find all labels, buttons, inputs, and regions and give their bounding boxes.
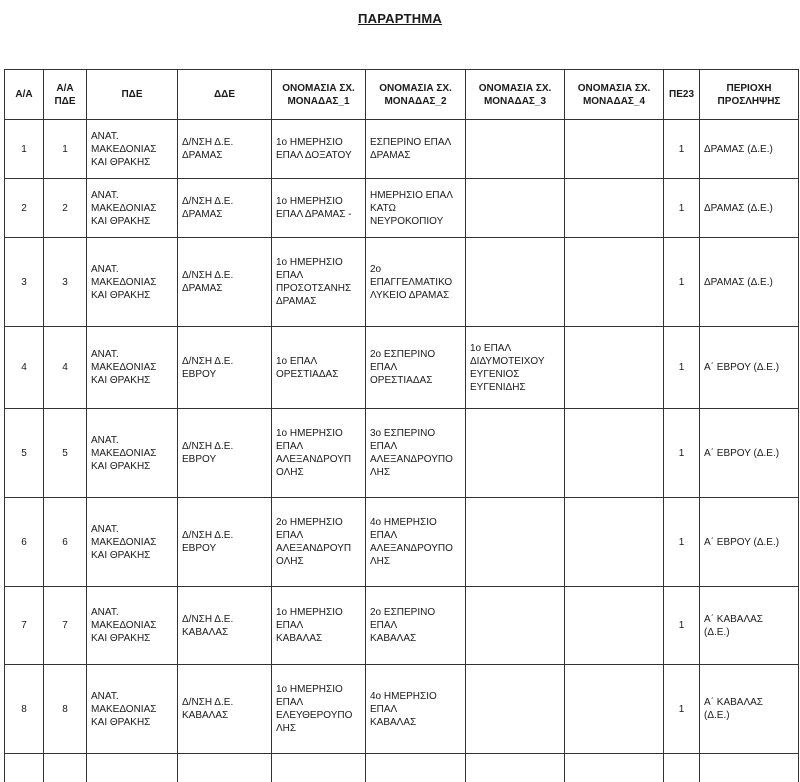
cell-school-4 — [565, 754, 664, 782]
table-row — [5, 754, 799, 782]
table-header-row — [5, 70, 799, 120]
cell-school-3 — [466, 754, 565, 782]
cell-school-1: 1ο ΗΜΕΡΗΣΙΟ ΕΠΑΛ ΠΡΟΣΟΤΣΑΝΗΣ ΔΡΑΜΑΣ — [272, 238, 366, 327]
cell-school-1: 1ο ΗΜΕΡΗΣΙΟ ΕΠΑΛ ΔΟΞΑΤΟΥ — [272, 120, 366, 179]
cell-region: Α΄ ΚΑΒΑΛΑΣ (Δ.Ε.) — [700, 587, 799, 665]
cell-region: Α΄ ΚΑΒΑΛΑΣ (Δ.Ε.) — [700, 665, 799, 754]
cell-aa: 2 — [5, 179, 44, 238]
cell-dde — [178, 754, 272, 782]
cell-school-3 — [466, 498, 565, 587]
cell-aa — [5, 754, 44, 782]
cell-region: ΔΡΑΜΑΣ (Δ.Ε.) — [700, 120, 799, 179]
cell-aa: 1 — [5, 120, 44, 179]
cell-school-2: 4ο ΗΜΕΡΗΣΙΟ ΕΠΑΛ ΑΛΕΞΑΝΔΡΟΥΠΟ ΛΗΣ — [366, 498, 466, 587]
cell-pde: ΑΝΑΤ. ΜΑΚΕΔΟΝΙΑΣ ΚΑΙ ΘΡΑΚΗΣ — [87, 587, 178, 665]
cell-dde: Δ/ΝΣΗ Δ.Ε. ΕΒΡΟΥ — [178, 498, 272, 587]
cell-school-1: 1ο ΕΠΑΛ ΟΡΕΣΤΙΑΔΑΣ — [272, 327, 366, 409]
cell-region: ΔΡΑΜΑΣ (Δ.Ε.) — [700, 179, 799, 238]
cell-pe23: 1 — [664, 665, 700, 754]
cell-pde: ΑΝΑΤ. ΜΑΚΕΔΟΝΙΑΣ ΚΑΙ ΘΡΑΚΗΣ — [87, 665, 178, 754]
cell-school-4 — [565, 120, 664, 179]
cell-school-4 — [565, 665, 664, 754]
cell-pde: ΑΝΑΤ. ΜΑΚΕΔΟΝΙΑΣ ΚΑΙ ΘΡΑΚΗΣ — [87, 409, 178, 498]
cell-pe23: 1 — [664, 498, 700, 587]
cell-aa: 3 — [5, 238, 44, 327]
cell-school-2: 2ο ΕΠΑΓΓΕΛΜΑΤΙΚΟ ΛΥΚΕΙΟ ΔΡΑΜΑΣ — [366, 238, 466, 327]
cell-dde: Δ/ΝΣΗ Δ.Ε. ΚΑΒΑΛΑΣ — [178, 665, 272, 754]
cell-aa-pde: 4 — [44, 327, 87, 409]
cell-pe23: 1 — [664, 238, 700, 327]
cell-pde: ΑΝΑΤ. ΜΑΚΕΔΟΝΙΑΣ ΚΑΙ ΘΡΑΚΗΣ — [87, 327, 178, 409]
cell-school-1: 1ο ΗΜΕΡΗΣΙΟ ΕΠΑΛ ΑΛΕΞΑΝΔΡΟΥΠ ΟΛΗΣ — [272, 409, 366, 498]
cell-pde: ΑΝΑΤ. ΜΑΚΕΔΟΝΙΑΣ ΚΑΙ ΘΡΑΚΗΣ — [87, 120, 178, 179]
cell-school-4 — [565, 179, 664, 238]
cell-school-1: 1ο ΗΜΕΡΗΣΙΟ ΕΠΑΛ ΚΑΒΑΛΑΣ — [272, 587, 366, 665]
cell-school-3 — [466, 665, 565, 754]
cell-region: Α΄ ΕΒΡΟΥ (Δ.Ε.) — [700, 498, 799, 587]
table-row — [5, 665, 799, 754]
cell-pe23: 1 — [664, 179, 700, 238]
cell-school-3 — [466, 409, 565, 498]
cell-aa-pde: 3 — [44, 238, 87, 327]
table-row — [5, 327, 799, 409]
table-row — [5, 120, 799, 179]
appendix-table — [4, 69, 799, 782]
cell-region: ΔΡΑΜΑΣ (Δ.Ε.) — [700, 238, 799, 327]
cell-pde: ΑΝΑΤ. ΜΑΚΕΔΟΝΙΑΣ ΚΑΙ ΘΡΑΚΗΣ — [87, 498, 178, 587]
cell-aa-pde: 5 — [44, 409, 87, 498]
cell-aa-pde: 8 — [44, 665, 87, 754]
cell-pe23: 1 — [664, 587, 700, 665]
cell-school-2: 2ο ΕΣΠΕΡΙΝΟ ΕΠΑΛ ΟΡΕΣΤΙΑΔΑΣ — [366, 327, 466, 409]
cell-aa-pde: 6 — [44, 498, 87, 587]
cell-aa-pde: 2 — [44, 179, 87, 238]
cell-region: Α΄ ΕΒΡΟΥ (Δ.Ε.) — [700, 327, 799, 409]
table-row — [5, 498, 799, 587]
cell-school-3 — [466, 179, 565, 238]
cell-school-2: 2ο ΕΣΠΕΡΙΝΟ ΕΠΑΛ ΚΑΒΑΛΑΣ — [366, 587, 466, 665]
cell-school-2: 3ο ΕΣΠΕΡΙΝΟ ΕΠΑΛ ΑΛΕΞΑΝΔΡΟΥΠΟ ΛΗΣ — [366, 409, 466, 498]
col-header-pe23: ΠΕ23 — [664, 70, 700, 120]
cell-aa-pde — [44, 754, 87, 782]
cell-dde: Δ/ΝΣΗ Δ.Ε. ΕΒΡΟΥ — [178, 327, 272, 409]
cell-region: Α΄ ΕΒΡΟΥ (Δ.Ε.) — [700, 409, 799, 498]
table-row — [5, 409, 799, 498]
cell-school-4 — [565, 409, 664, 498]
col-header-region: ΠΕΡΙΟΧΗ ΠΡΟΣΛΗΨΗΣ — [700, 70, 799, 120]
cell-school-3 — [466, 238, 565, 327]
cell-pe23: 1 — [664, 120, 700, 179]
cell-dde: Δ/ΝΣΗ Δ.Ε. ΔΡΑΜΑΣ — [178, 238, 272, 327]
cell-school-2: ΗΜΕΡΗΣΙΟ ΕΠΑΛ ΚΑΤΩ ΝΕΥΡΟΚΟΠΙΟΥ — [366, 179, 466, 238]
document-title: ΠΑΡΑΡΤΗΜΑ — [0, 11, 800, 26]
cell-aa: 8 — [5, 665, 44, 754]
cell-pe23: 1 — [664, 409, 700, 498]
cell-aa: 7 — [5, 587, 44, 665]
cell-school-1: 1ο ΗΜΕΡΗΣΙΟ ΕΠΑΛ ΕΛΕΥΘΕΡΟΥΠΟ ΛΗΣ — [272, 665, 366, 754]
cell-pde: ΑΝΑΤ. ΜΑΚΕΔΟΝΙΑΣ ΚΑΙ ΘΡΑΚΗΣ — [87, 238, 178, 327]
cell-region — [700, 754, 799, 782]
col-header-aa-pde: Α/Α ΠΔΕ — [44, 70, 87, 120]
table-row — [5, 238, 799, 327]
cell-school-2: 4ο ΗΜΕΡΗΣΙΟ ΕΠΑΛ ΚΑΒΑΛΑΣ — [366, 665, 466, 754]
col-header-pde: ΠΔΕ — [87, 70, 178, 120]
cell-pe23 — [664, 754, 700, 782]
cell-dde: Δ/ΝΣΗ Δ.Ε. ΕΒΡΟΥ — [178, 409, 272, 498]
table-row — [5, 587, 799, 665]
col-header-school-4: ΟΝΟΜΑΣΙΑ ΣΧ. ΜΟΝΑΔΑΣ_4 — [565, 70, 664, 120]
col-header-aa: Α/Α — [5, 70, 44, 120]
cell-school-2 — [366, 754, 466, 782]
cell-school-3 — [466, 587, 565, 665]
cell-school-4 — [565, 238, 664, 327]
cell-aa: 4 — [5, 327, 44, 409]
col-header-school-2: ΟΝΟΜΑΣΙΑ ΣΧ. ΜΟΝΑΔΑΣ_2 — [366, 70, 466, 120]
cell-school-1: 1ο ΗΜΕΡΗΣΙΟ ΕΠΑΛ ΔΡΑΜΑΣ - — [272, 179, 366, 238]
cell-school-4 — [565, 327, 664, 409]
col-header-school-3: ΟΝΟΜΑΣΙΑ ΣΧ. ΜΟΝΑΔΑΣ_3 — [466, 70, 565, 120]
cell-school-4 — [565, 587, 664, 665]
cell-school-3: 1ο ΕΠΑΛ ΔΙΔΥΜΟΤΕΙΧΟΥ ΕΥΓΕΝΙΟΣ ΕΥΓΕΝΙΔΗΣ — [466, 327, 565, 409]
cell-school-4 — [565, 498, 664, 587]
cell-school-2: ΕΣΠΕΡΙΝΟ ΕΠΑΛ ΔΡΑΜΑΣ — [366, 120, 466, 179]
cell-school-1: 2ο ΗΜΕΡΗΣΙΟ ΕΠΑΛ ΑΛΕΞΑΝΔΡΟΥΠ ΟΛΗΣ — [272, 498, 366, 587]
table-row — [5, 179, 799, 238]
cell-aa-pde: 7 — [44, 587, 87, 665]
cell-school-1 — [272, 754, 366, 782]
col-header-school-1: ΟΝΟΜΑΣΙΑ ΣΧ. ΜΟΝΑΔΑΣ_1 — [272, 70, 366, 120]
col-header-dde: ΔΔΕ — [178, 70, 272, 120]
cell-pe23: 1 — [664, 327, 700, 409]
cell-dde: Δ/ΝΣΗ Δ.Ε. ΔΡΑΜΑΣ — [178, 179, 272, 238]
cell-aa: 6 — [5, 498, 44, 587]
cell-aa: 5 — [5, 409, 44, 498]
cell-dde: Δ/ΝΣΗ Δ.Ε. ΚΑΒΑΛΑΣ — [178, 587, 272, 665]
cell-aa-pde: 1 — [44, 120, 87, 179]
cell-pde — [87, 754, 178, 782]
cell-pde: ΑΝΑΤ. ΜΑΚΕΔΟΝΙΑΣ ΚΑΙ ΘΡΑΚΗΣ — [87, 179, 178, 238]
cell-school-3 — [466, 120, 565, 179]
cell-dde: Δ/ΝΣΗ Δ.Ε. ΔΡΑΜΑΣ — [178, 120, 272, 179]
